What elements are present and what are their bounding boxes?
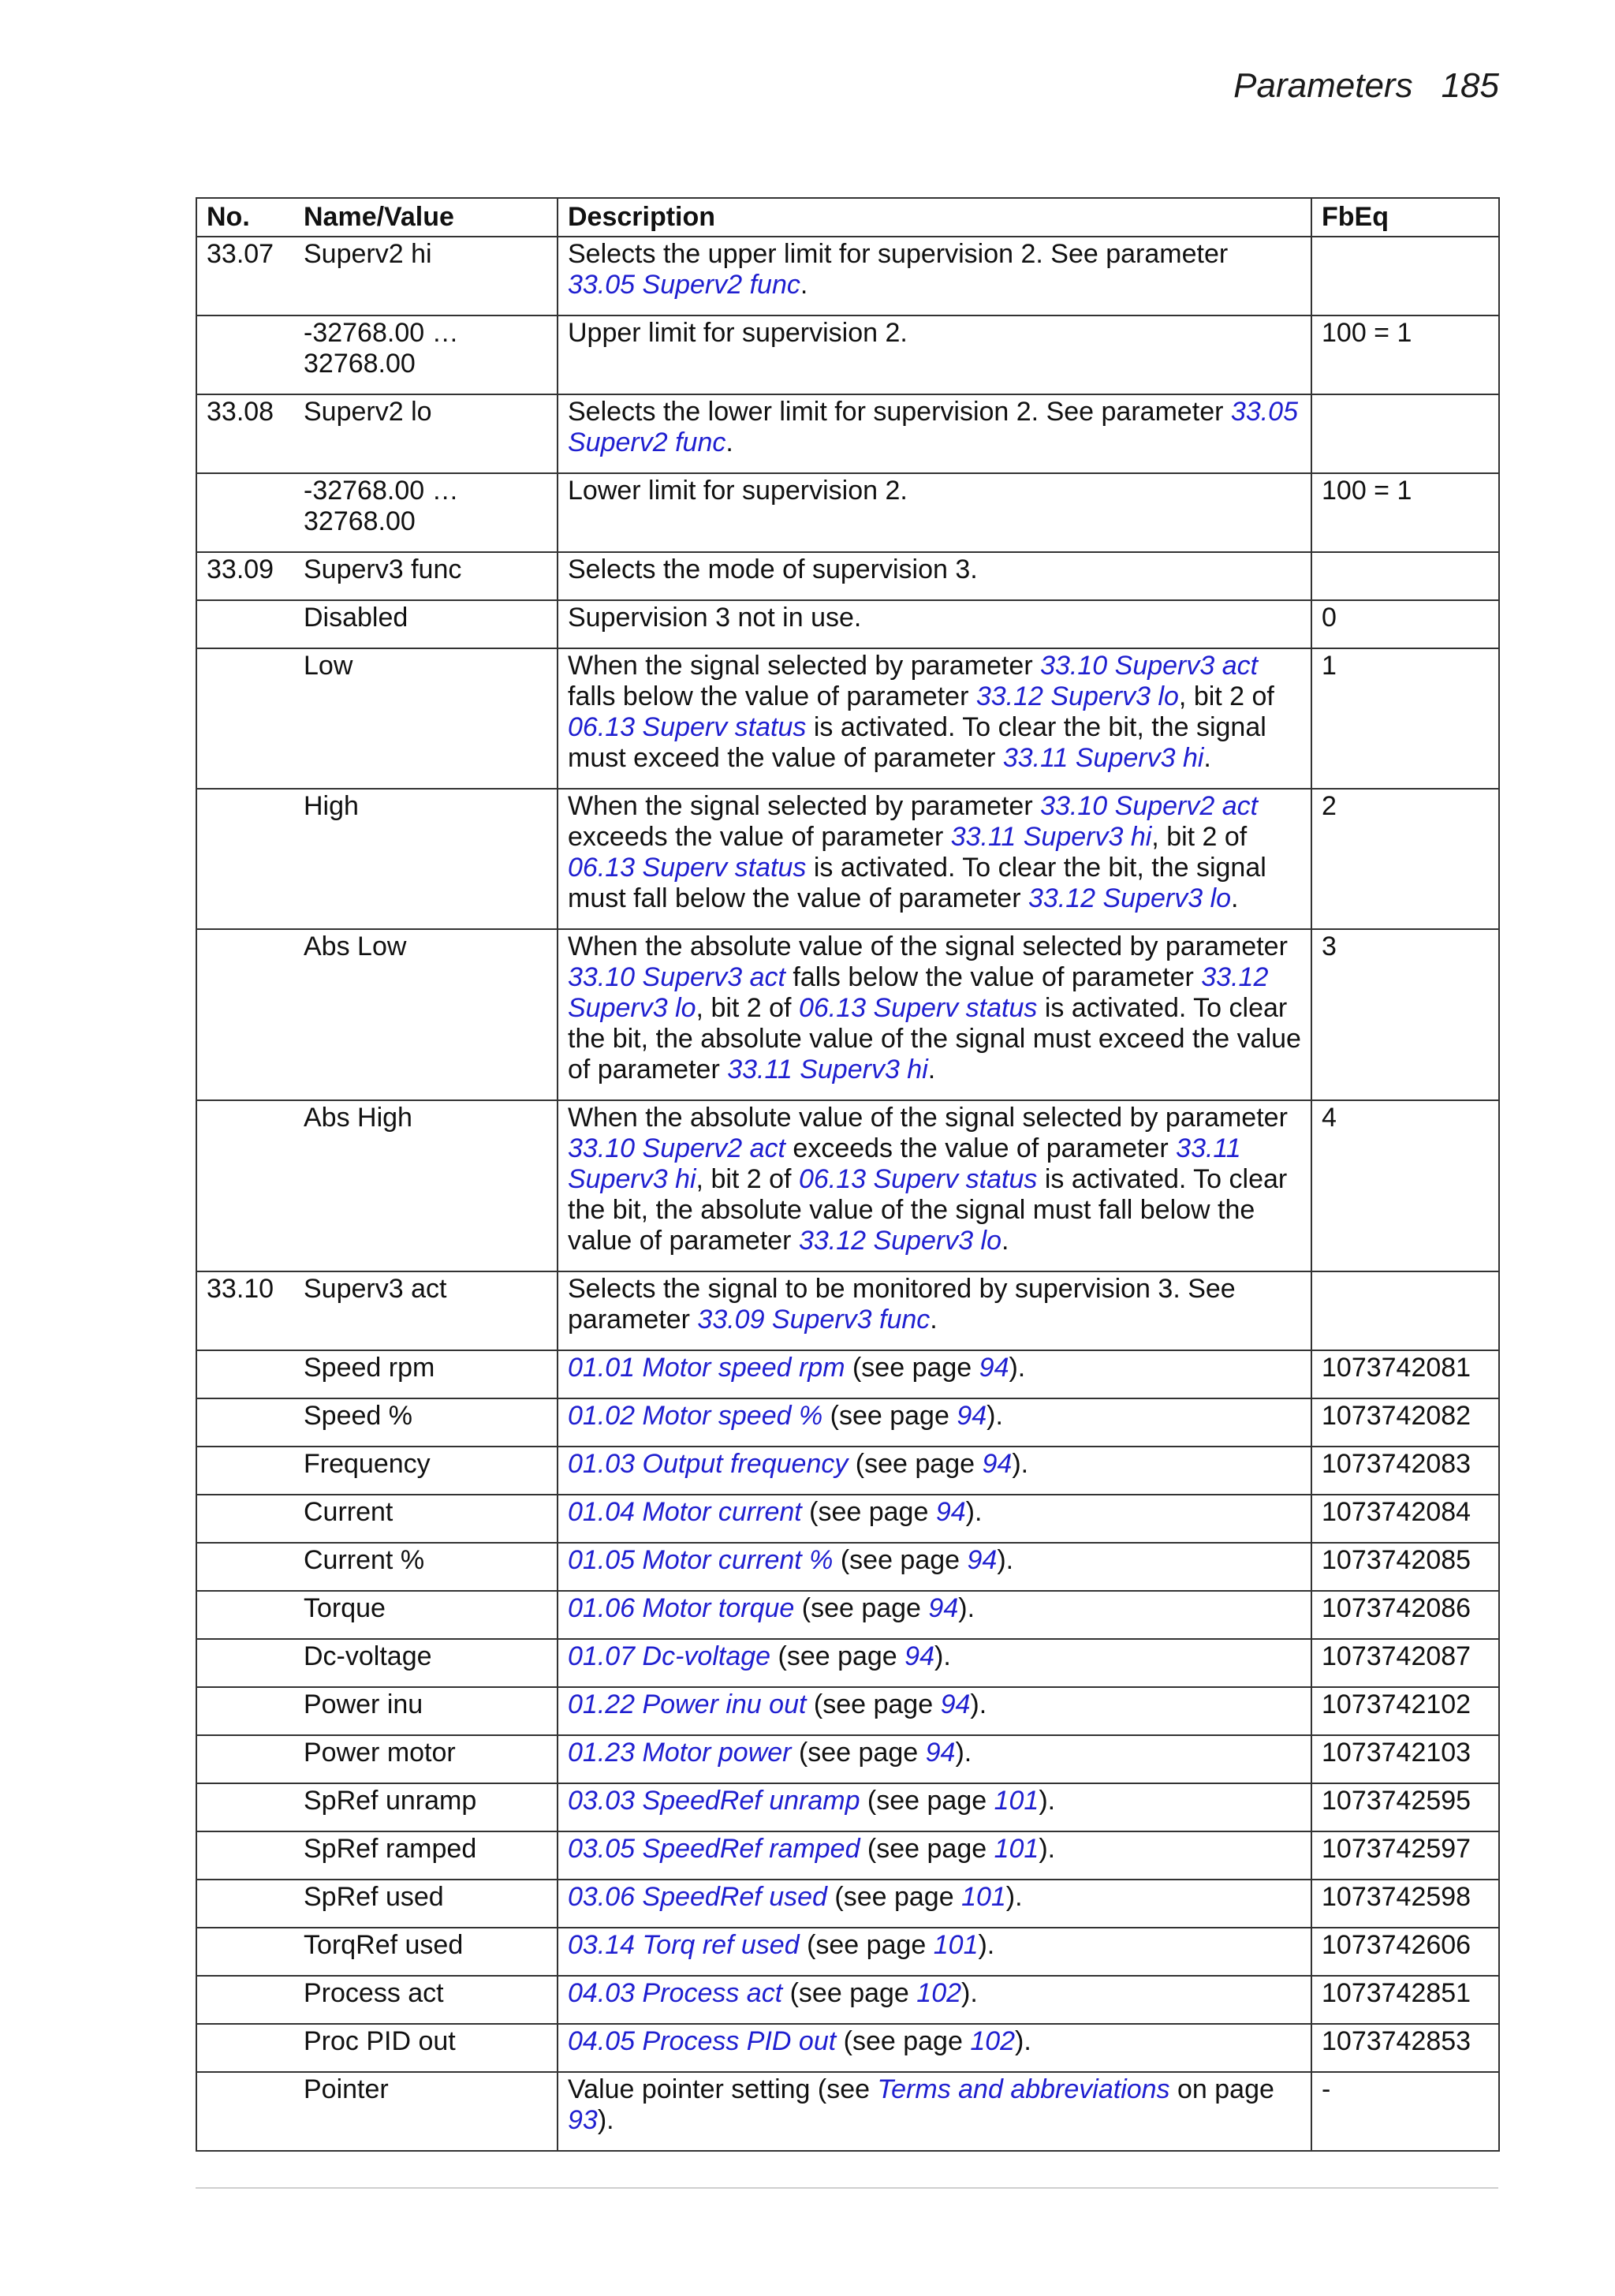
cell-fbeq — [1311, 394, 1499, 473]
cell-fbeq: 1073742086 — [1311, 1591, 1499, 1639]
cell-fbeq: 0 — [1311, 600, 1499, 648]
description-text: . — [1231, 883, 1239, 913]
cell-name-value: Superv2 hi — [294, 237, 558, 315]
table-row — [196, 1928, 1499, 1976]
cell-fbeq: 2 — [1311, 789, 1499, 929]
column-header-fbeq: FbEq — [1311, 198, 1499, 237]
cell-parameter-number — [196, 1928, 294, 1976]
cell-description — [558, 1639, 1311, 1687]
section-title: Parameters — [1233, 66, 1413, 105]
parameter-reference-link[interactable]: 01.04 Motor current — [568, 1497, 802, 1527]
parameter-reference-link[interactable]: 33.05 Superv2 func — [568, 397, 1299, 457]
description-text: Selects the signal to be monitored by supervision 3. See parameter — [568, 1274, 1236, 1335]
parameter-reference-link[interactable]: 33.12 Superv3 lo — [1028, 883, 1232, 913]
parameter-reference-link[interactable]: 01.23 Motor power — [568, 1738, 792, 1768]
description-text: When the signal selected by parameter — [568, 791, 1041, 821]
description-text: ). — [965, 1497, 983, 1527]
parameter-reference-link[interactable]: 33.12 Superv3 lo — [975, 681, 1179, 711]
cell-description — [558, 600, 1311, 648]
table-row — [196, 929, 1499, 1100]
cell-description — [558, 1100, 1311, 1271]
table-row — [196, 473, 1499, 552]
cell-parameter-number — [196, 2024, 294, 2072]
parameter-table — [196, 197, 1500, 2152]
parameter-reference-link[interactable]: 01.01 Motor speed rpm — [568, 1353, 845, 1383]
description-text: (see page — [799, 1930, 934, 1960]
cell-description — [558, 1591, 1311, 1639]
table-row — [196, 1687, 1499, 1735]
description-text: ). — [1015, 2026, 1031, 2056]
parameter-reference-link[interactable]: 03.14 Torq ref used — [568, 1930, 800, 1960]
cell-name-value: -32768.00 … 32768.00 — [294, 473, 558, 552]
cell-description — [558, 2072, 1311, 2151]
page-number: 185 — [1441, 66, 1499, 105]
description-text: exceeds the value of parameter — [785, 1133, 1177, 1163]
description-text: (see page — [860, 1834, 994, 1864]
cell-description — [558, 394, 1311, 473]
cell-parameter-number — [196, 315, 294, 394]
cell-fbeq: 1073742081 — [1311, 1350, 1499, 1398]
description-text: Supervision 3 not in use. — [568, 603, 862, 633]
description-text: Selects the upper limit for supervision 2. See parameter — [568, 239, 1229, 269]
table-row — [196, 1100, 1499, 1271]
cell-fbeq: 1073742598 — [1311, 1880, 1499, 1928]
cell-name-value: SpRef used — [294, 1880, 558, 1928]
cell-fbeq — [1311, 1271, 1499, 1350]
parameter-reference-link[interactable]: 06.13 Superv status — [568, 712, 807, 742]
description-text: When the signal selected by parameter — [568, 651, 1041, 681]
table-row — [196, 394, 1499, 473]
parameter-reference-link[interactable]: 101 — [994, 1786, 1039, 1816]
cell-parameter-number — [196, 600, 294, 648]
description-text: . — [1203, 743, 1211, 773]
parameter-reference-link[interactable]: 33.10 Superv2 act — [568, 1133, 785, 1163]
cell-description — [558, 1495, 1311, 1543]
parameter-reference-link[interactable]: 102 — [970, 2026, 1016, 2056]
description-text: Selects the mode of supervision 3. — [568, 554, 978, 584]
table-body — [196, 237, 1499, 2151]
parameter-reference-link[interactable]: 33.11 Superv3 hi — [950, 822, 1152, 852]
parameter-reference-link[interactable]: 94 — [967, 1545, 998, 1575]
description-text: . — [930, 1305, 938, 1335]
description-text: is activated. To clear the bit, the absolute value of the signal must exceed the value of parameter — [568, 993, 1301, 1085]
parameter-reference-link[interactable]: 33.11 Superv3 hi — [1002, 743, 1204, 773]
description-text: ). — [958, 1593, 975, 1623]
description-text: Upper limit for supervision 2. — [568, 318, 908, 348]
description-text: ). — [978, 1930, 995, 1960]
cell-name-value: Proc PID out — [294, 2024, 558, 2072]
table-row — [196, 1271, 1499, 1350]
table-row — [196, 1976, 1499, 2024]
cell-fbeq — [1311, 237, 1499, 315]
description-text: , bit 2 of — [1178, 681, 1274, 711]
description-text: (see page — [782, 1978, 917, 2008]
cell-name-value: Current — [294, 1495, 558, 1543]
cell-parameter-number — [196, 1350, 294, 1398]
description-text: falls below the value of parameter — [568, 681, 976, 711]
table-row — [196, 1591, 1499, 1639]
cell-fbeq: 1073742085 — [1311, 1543, 1499, 1591]
description-text: Lower limit for supervision 2. — [568, 476, 908, 506]
cell-fbeq: 100 = 1 — [1311, 473, 1499, 552]
description-text: on page — [1169, 2074, 1274, 2104]
cell-parameter-number: 33.08 — [196, 394, 294, 473]
cell-parameter-number — [196, 789, 294, 929]
description-text: (see page — [822, 1401, 957, 1431]
description-text: ). — [1039, 1786, 1056, 1816]
parameter-reference-link[interactable]: 94 — [904, 1641, 934, 1671]
cell-name-value: SpRef ramped — [294, 1831, 558, 1880]
cell-description — [558, 1735, 1311, 1783]
column-header-no: No. — [196, 198, 294, 237]
cell-fbeq: 1073742597 — [1311, 1831, 1499, 1880]
cell-parameter-number: 33.10 — [196, 1271, 294, 1350]
cell-description — [558, 1831, 1311, 1880]
parameter-reference-link[interactable]: 04.03 Process act — [568, 1978, 783, 2008]
table-row — [196, 237, 1499, 315]
cell-parameter-number — [196, 2072, 294, 2151]
cell-parameter-number — [196, 1495, 294, 1543]
parameter-reference-link[interactable]: 94 — [935, 1497, 966, 1527]
table-row — [196, 648, 1499, 789]
parameter-reference-link[interactable]: 03.06 SpeedRef used — [568, 1882, 827, 1912]
table-row — [196, 1543, 1499, 1591]
description-text: is activated. To clear the bit, the absolute value of the signal must fall below the value of parameter — [568, 1164, 1288, 1256]
description-text: ). — [934, 1641, 951, 1671]
description-text: (see page — [806, 1689, 941, 1719]
description-text: Value pointer setting (see — [568, 2074, 878, 2104]
cell-name-value: Torque — [294, 1591, 558, 1639]
description-text: When the absolute value of the signal selected by parameter — [568, 1103, 1288, 1133]
cell-parameter-number: 33.09 — [196, 552, 294, 600]
footer-divider — [196, 2187, 1498, 2189]
description-text: ). — [961, 1978, 978, 2008]
table-row — [196, 789, 1499, 929]
description-text: ). — [1012, 1449, 1029, 1479]
cell-description — [558, 1928, 1311, 1976]
table-row — [196, 1880, 1499, 1928]
parameter-reference-link[interactable]: 33.10 Superv3 act — [568, 962, 785, 992]
cell-parameter-number — [196, 1735, 294, 1783]
cell-description — [558, 1783, 1311, 1831]
cell-fbeq: 1073742103 — [1311, 1735, 1499, 1783]
cell-fbeq: 1073742853 — [1311, 2024, 1499, 2072]
description-text: (see page — [770, 1641, 905, 1671]
cell-name-value: TorqRef used — [294, 1928, 558, 1976]
cell-parameter-number — [196, 1831, 294, 1880]
cell-description — [558, 1447, 1311, 1495]
description-text: Selects the lower limit for supervision 2. See parameter — [568, 397, 1231, 427]
description-text: When the absolute value of the signal selected by parameter — [568, 931, 1288, 961]
description-text: (see page — [826, 1882, 962, 1912]
cell-name-value: Dc-voltage — [294, 1639, 558, 1687]
parameter-reference-link[interactable]: 94 — [979, 1353, 1009, 1383]
parameter-reference-link[interactable]: 94 — [940, 1689, 971, 1719]
cell-name-value: SpRef unramp — [294, 1783, 558, 1831]
cell-description — [558, 1687, 1311, 1735]
table-row — [196, 1783, 1499, 1831]
cell-name-value: Power motor — [294, 1735, 558, 1783]
description-text: . — [800, 270, 808, 300]
description-text: ). — [1039, 1834, 1056, 1864]
description-text: . — [725, 427, 733, 457]
description-text: ). — [1005, 1882, 1023, 1912]
column-header-description: Description — [558, 198, 1311, 237]
cell-name-value: Disabled — [294, 600, 558, 648]
description-text: (see page — [801, 1497, 936, 1527]
cell-parameter-number — [196, 1543, 294, 1591]
cell-name-value: Superv3 func — [294, 552, 558, 600]
parameter-reference-link[interactable]: 33.11 Superv3 hi — [568, 1133, 1241, 1194]
table-row — [196, 1447, 1499, 1495]
cell-name-value: Current % — [294, 1543, 558, 1591]
table-row — [196, 552, 1499, 600]
table-row — [196, 600, 1499, 648]
description-text: ). — [970, 1689, 987, 1719]
parameter-reference-link[interactable]: 93 — [568, 2105, 598, 2135]
description-text: is activated. To clear the bit, the signal must fall below the value of parameter — [568, 853, 1266, 913]
table-row — [196, 1495, 1499, 1543]
table-row — [196, 1398, 1499, 1447]
table-header-row — [196, 198, 1499, 237]
cell-name-value: Superv3 act — [294, 1271, 558, 1350]
description-text: (see page — [791, 1738, 926, 1768]
cell-parameter-number — [196, 648, 294, 789]
description-text: falls below the value of parameter — [785, 962, 1202, 992]
cell-description — [558, 1398, 1311, 1447]
cell-name-value: Process act — [294, 1976, 558, 2024]
description-text: ). — [997, 1545, 1014, 1575]
cell-name-value: Pointer — [294, 2072, 558, 2151]
cell-description — [558, 789, 1311, 929]
description-text: (see page — [848, 1449, 983, 1479]
parameter-reference-link[interactable]: 03.05 SpeedRef ramped — [568, 1834, 860, 1864]
cell-description — [558, 552, 1311, 600]
page-header — [1233, 66, 1499, 106]
description-text: , bit 2 of — [696, 1164, 799, 1194]
description-text: . — [927, 1055, 936, 1085]
cell-name-value: Superv2 lo — [294, 394, 558, 473]
cell-name-value: -32768.00 … 32768.00 — [294, 315, 558, 394]
cell-description — [558, 648, 1311, 789]
cell-description — [558, 1880, 1311, 1928]
cell-description — [558, 473, 1311, 552]
parameter-reference-link[interactable]: 101 — [961, 1882, 1006, 1912]
cell-name-value: High — [294, 789, 558, 929]
description-text: ). — [597, 2105, 614, 2135]
column-header-name: Name/Value — [294, 198, 558, 237]
cell-parameter-number — [196, 929, 294, 1100]
parameter-reference-link[interactable]: 01.07 Dc-voltage — [568, 1641, 771, 1671]
description-text: . — [1001, 1226, 1009, 1256]
cell-fbeq: 1073742082 — [1311, 1398, 1499, 1447]
cell-description — [558, 315, 1311, 394]
cell-fbeq: 4 — [1311, 1100, 1499, 1271]
cell-name-value: Speed rpm — [294, 1350, 558, 1398]
cell-name-value: Low — [294, 648, 558, 789]
parameter-reference-link[interactable]: 33.12 Superv3 lo — [798, 1226, 1002, 1256]
description-text: ). — [955, 1738, 972, 1768]
parameter-reference-link[interactable]: 03.03 SpeedRef unramp — [568, 1786, 860, 1816]
cell-parameter-number — [196, 473, 294, 552]
cell-parameter-number — [196, 1976, 294, 2024]
cell-fbeq: - — [1311, 2072, 1499, 2151]
parameter-reference-link[interactable]: 33.10 Superv3 act — [1040, 651, 1259, 681]
parameter-reference-link[interactable]: Terms and abbreviations — [877, 2074, 1170, 2104]
cell-fbeq: 1 — [1311, 648, 1499, 789]
parameter-reference-link[interactable]: 06.13 Superv status — [568, 853, 807, 883]
description-text: exceeds the value of parameter — [568, 822, 951, 852]
description-text: ). — [1009, 1353, 1026, 1383]
parameter-reference-link[interactable]: 06.13 Superv status — [798, 1164, 1038, 1194]
cell-description — [558, 1543, 1311, 1591]
cell-description — [558, 1350, 1311, 1398]
description-text: ). — [987, 1401, 1003, 1431]
table-row — [196, 1735, 1499, 1783]
parameter-reference-link[interactable]: 94 — [925, 1738, 956, 1768]
parameter-reference-link[interactable]: 33.10 Superv2 act — [1040, 791, 1259, 821]
cell-description — [558, 2024, 1311, 2072]
parameter-reference-link[interactable]: 01.03 Output frequency — [568, 1449, 849, 1479]
parameter-reference-link[interactable]: 94 — [957, 1401, 987, 1431]
cell-parameter-number — [196, 1447, 294, 1495]
parameter-reference-link[interactable]: 101 — [994, 1834, 1039, 1864]
parameter-reference-link[interactable]: 33.12 Superv3 lo — [568, 962, 1269, 1023]
parameter-reference-link[interactable]: 101 — [933, 1930, 979, 1960]
description-text: (see page — [845, 1353, 979, 1383]
parameter-reference-link[interactable]: 33.05 Superv2 func — [568, 270, 800, 300]
cell-fbeq: 3 — [1311, 929, 1499, 1100]
description-text: (see page — [833, 1545, 968, 1575]
table-row — [196, 1350, 1499, 1398]
cell-parameter-number — [196, 1880, 294, 1928]
description-text: (see page — [836, 2026, 971, 2056]
cell-fbeq: 1073742084 — [1311, 1495, 1499, 1543]
parameter-reference-link[interactable]: 01.05 Motor current % — [568, 1545, 834, 1575]
parameter-reference-link[interactable]: 94 — [928, 1593, 959, 1623]
cell-parameter-number — [196, 1783, 294, 1831]
description-text: , bit 2 of — [696, 993, 799, 1023]
description-text: , bit 2 of — [1151, 822, 1248, 852]
table-row — [196, 1831, 1499, 1880]
cell-parameter-number: 33.07 — [196, 237, 294, 315]
cell-name-value: Power inu — [294, 1687, 558, 1735]
parameter-reference-link[interactable]: 04.05 Process PID out — [568, 2026, 837, 2056]
cell-fbeq: 1073742606 — [1311, 1928, 1499, 1976]
description-text: (see page — [794, 1593, 929, 1623]
cell-fbeq — [1311, 552, 1499, 600]
cell-fbeq: 1073742595 — [1311, 1783, 1499, 1831]
parameter-reference-link[interactable]: 06.13 Superv status — [798, 993, 1038, 1023]
parameter-reference-link[interactable]: 102 — [916, 1978, 962, 2008]
cell-parameter-number — [196, 1398, 294, 1447]
table-row — [196, 1639, 1499, 1687]
parameter-reference-link[interactable]: 33.09 Superv3 func — [697, 1305, 931, 1335]
cell-description — [558, 237, 1311, 315]
parameter-reference-link[interactable]: 01.22 Power inu out — [568, 1689, 807, 1719]
cell-fbeq: 100 = 1 — [1311, 315, 1499, 394]
cell-name-value: Frequency — [294, 1447, 558, 1495]
cell-name-value: Speed % — [294, 1398, 558, 1447]
cell-fbeq: 1073742087 — [1311, 1639, 1499, 1687]
cell-parameter-number — [196, 1639, 294, 1687]
parameter-reference-link[interactable]: 01.06 Motor torque — [568, 1593, 795, 1623]
cell-parameter-number — [196, 1591, 294, 1639]
description-text: is activated. To clear the bit, the signal must exceed the value of parameter — [568, 712, 1266, 773]
cell-name-value: Abs High — [294, 1100, 558, 1271]
table-row — [196, 2024, 1499, 2072]
parameter-reference-link[interactable]: 94 — [982, 1449, 1013, 1479]
cell-name-value: Abs Low — [294, 929, 558, 1100]
description-text: (see page — [860, 1786, 994, 1816]
table-row — [196, 315, 1499, 394]
cell-parameter-number — [196, 1100, 294, 1271]
parameter-reference-link[interactable]: 01.02 Motor speed % — [568, 1401, 823, 1431]
cell-description — [558, 929, 1311, 1100]
cell-fbeq: 1073742083 — [1311, 1447, 1499, 1495]
cell-fbeq: 1073742851 — [1311, 1976, 1499, 2024]
cell-description — [558, 1271, 1311, 1350]
cell-description — [558, 1976, 1311, 2024]
cell-parameter-number — [196, 1687, 294, 1735]
parameter-reference-link[interactable]: 33.11 Superv3 hi — [727, 1055, 928, 1085]
cell-fbeq: 1073742102 — [1311, 1687, 1499, 1735]
table-row — [196, 2072, 1499, 2151]
